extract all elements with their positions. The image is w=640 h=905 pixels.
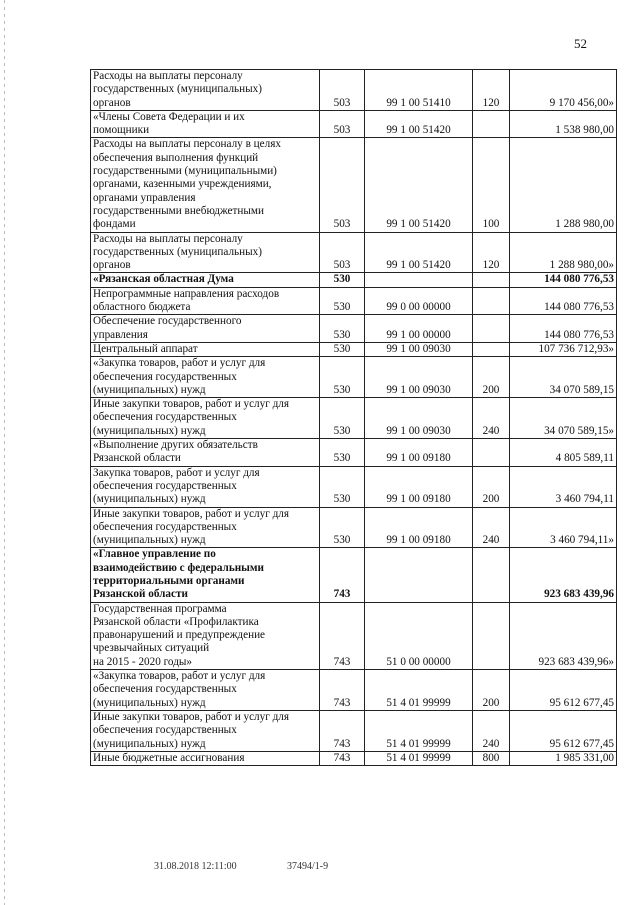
row-expense-type	[473, 287, 510, 315]
row-target-article	[365, 273, 473, 287]
row-department-code: 530	[320, 439, 365, 467]
row-name: «Закупка товаров, работ и услуг для обеспечения государственных (муниципальных) нужд	[91, 357, 320, 398]
footer-timestamp: 31.08.2018 12:11:00	[154, 861, 237, 872]
row-target-article	[365, 548, 473, 602]
row-target-article: 51 4 01 99999	[365, 751, 473, 765]
row-amount: 95 612 677,45	[510, 710, 617, 751]
row-target-article: 99 1 00 51420	[365, 138, 473, 232]
row-target-article: 99 1 00 09030	[365, 357, 473, 398]
page-number: 52	[574, 36, 587, 51]
row-expense-type: 120	[473, 232, 510, 273]
row-amount: 34 070 589,15»	[510, 398, 617, 439]
row-name: Иные бюджетные ассигнования	[91, 751, 320, 765]
row-target-article: 99 1 00 09180	[365, 439, 473, 467]
row-expense-type: 200	[473, 670, 510, 711]
row-expense-type: 200	[473, 357, 510, 398]
row-amount: 34 070 589,15	[510, 357, 617, 398]
row-department-code: 530	[320, 287, 365, 315]
table-row	[91, 466, 617, 507]
row-expense-type	[473, 602, 510, 669]
table-row	[91, 507, 617, 548]
row-amount: 144 080 776,53	[510, 273, 617, 287]
row-amount: 144 080 776,53	[510, 315, 617, 343]
row-department-code: 530	[320, 273, 365, 287]
row-target-article: 99 0 00 00000	[365, 287, 473, 315]
row-department-code: 743	[320, 751, 365, 765]
table-row	[91, 602, 617, 669]
row-department-code: 503	[320, 110, 365, 138]
row-expense-type: 240	[473, 398, 510, 439]
table-row	[91, 315, 617, 343]
row-target-article: 99 1 00 09180	[365, 507, 473, 548]
row-amount: 3 460 794,11	[510, 466, 617, 507]
row-department-code: 530	[320, 507, 365, 548]
row-name: Обеспечение государственного управления	[91, 315, 320, 343]
row-department-code: 530	[320, 398, 365, 439]
row-department-code: 743	[320, 548, 365, 602]
row-target-article: 99 1 00 09180	[365, 466, 473, 507]
row-amount: 144 080 776,53	[510, 287, 617, 315]
table-row	[91, 398, 617, 439]
table-row	[91, 287, 617, 315]
row-name: Иные закупки товаров, работ и услуг для обеспечения государственных (муниципальных) нужд	[91, 507, 320, 548]
row-department-code: 503	[320, 70, 365, 111]
row-department-code: 530	[320, 466, 365, 507]
row-target-article: 51 4 01 99999	[365, 710, 473, 751]
row-amount: 107 736 712,93»	[510, 342, 617, 356]
table-row	[91, 357, 617, 398]
row-name: «Рязанская областная Дума	[91, 273, 320, 287]
table-row	[91, 342, 617, 356]
row-name: Непрограммные направления расходов областного бюджета	[91, 287, 320, 315]
row-expense-type: 120	[473, 70, 510, 111]
row-target-article: 51 4 01 99999	[365, 670, 473, 711]
scan-edge-marks	[4, 0, 5, 905]
row-amount: 9 170 456,00»	[510, 70, 617, 111]
row-amount: 3 460 794,11»	[510, 507, 617, 548]
row-department-code: 743	[320, 670, 365, 711]
row-expense-type	[473, 110, 510, 138]
row-amount: 923 683 439,96»	[510, 602, 617, 669]
table-row	[91, 138, 617, 232]
table-row	[91, 110, 617, 138]
row-name: «Главное управление по взаимодействию с федеральными территориальными органами Рязанской области	[91, 548, 320, 602]
row-target-article: 99 1 00 51420	[365, 110, 473, 138]
row-name: Иные закупки товаров, работ и услуг для обеспечения государственных (муниципальных) нужд	[91, 398, 320, 439]
row-amount: 1 985 331,00	[510, 751, 617, 765]
table-row	[91, 548, 617, 602]
row-department-code: 530	[320, 342, 365, 356]
row-amount: 1 288 980,00»	[510, 232, 617, 273]
row-expense-type	[473, 315, 510, 343]
row-name: Расходы на выплаты персоналу в целях обеспечения выполнения функций государственными (муниципальными) органами, казенными учреждениями, органами управления государственными внебюджетными фондами	[91, 138, 320, 232]
row-expense-type: 240	[473, 507, 510, 548]
row-name: Иные закупки товаров, работ и услуг для обеспечения государственных (муниципальных) нужд	[91, 710, 320, 751]
row-expense-type: 800	[473, 751, 510, 765]
row-name: Расходы на выплаты персоналу государственных (муниципальных) органов	[91, 70, 320, 111]
row-target-article: 99 1 00 51420	[365, 232, 473, 273]
row-name: Центральный аппарат	[91, 342, 320, 356]
row-target-article: 99 1 00 09030	[365, 398, 473, 439]
row-amount: 923 683 439,96	[510, 548, 617, 602]
row-department-code: 530	[320, 357, 365, 398]
budget-table	[90, 69, 617, 766]
row-name: Закупка товаров, работ и услуг для обеспечения государственных (муниципальных) нужд	[91, 466, 320, 507]
row-name: «Члены Совета Федерации и их помощники	[91, 110, 320, 138]
row-expense-type	[473, 273, 510, 287]
table-row	[91, 670, 617, 711]
table-row	[91, 70, 617, 111]
row-department-code: 743	[320, 710, 365, 751]
table-row	[91, 751, 617, 765]
row-expense-type	[473, 548, 510, 602]
row-expense-type: 240	[473, 710, 510, 751]
footer-document-code: 37494/1-9	[287, 861, 329, 872]
row-target-article: 99 1 00 51410	[365, 70, 473, 111]
table-row	[91, 232, 617, 273]
table-row	[91, 439, 617, 467]
row-name: Расходы на выплаты персоналу государственных (муниципальных) органов	[91, 232, 320, 273]
row-department-code: 530	[320, 315, 365, 343]
row-name: «Закупка товаров, работ и услуг для обеспечения государственных (муниципальных) нужд	[91, 670, 320, 711]
row-department-code: 743	[320, 602, 365, 669]
table-row	[91, 710, 617, 751]
row-target-article: 99 1 00 09030	[365, 342, 473, 356]
row-expense-type: 200	[473, 466, 510, 507]
row-amount: 1 538 980,00	[510, 110, 617, 138]
row-amount: 1 288 980,00	[510, 138, 617, 232]
row-name: Государственная программа Рязанской области «Профилактика правонарушений и предупреждение чрезвычайных ситуаций на 2015 - 2020 годы»	[91, 602, 320, 669]
table-row	[91, 273, 617, 287]
row-expense-type	[473, 342, 510, 356]
row-amount: 95 612 677,45	[510, 670, 617, 711]
row-target-article: 51 0 00 00000	[365, 602, 473, 669]
row-department-code: 503	[320, 138, 365, 232]
row-department-code: 503	[320, 232, 365, 273]
row-expense-type: 100	[473, 138, 510, 232]
row-target-article: 99 1 00 00000	[365, 315, 473, 343]
row-expense-type	[473, 439, 510, 467]
row-amount: 4 805 589,11	[510, 439, 617, 467]
row-name: «Выполнение других обязательств Рязанской области	[91, 439, 320, 467]
